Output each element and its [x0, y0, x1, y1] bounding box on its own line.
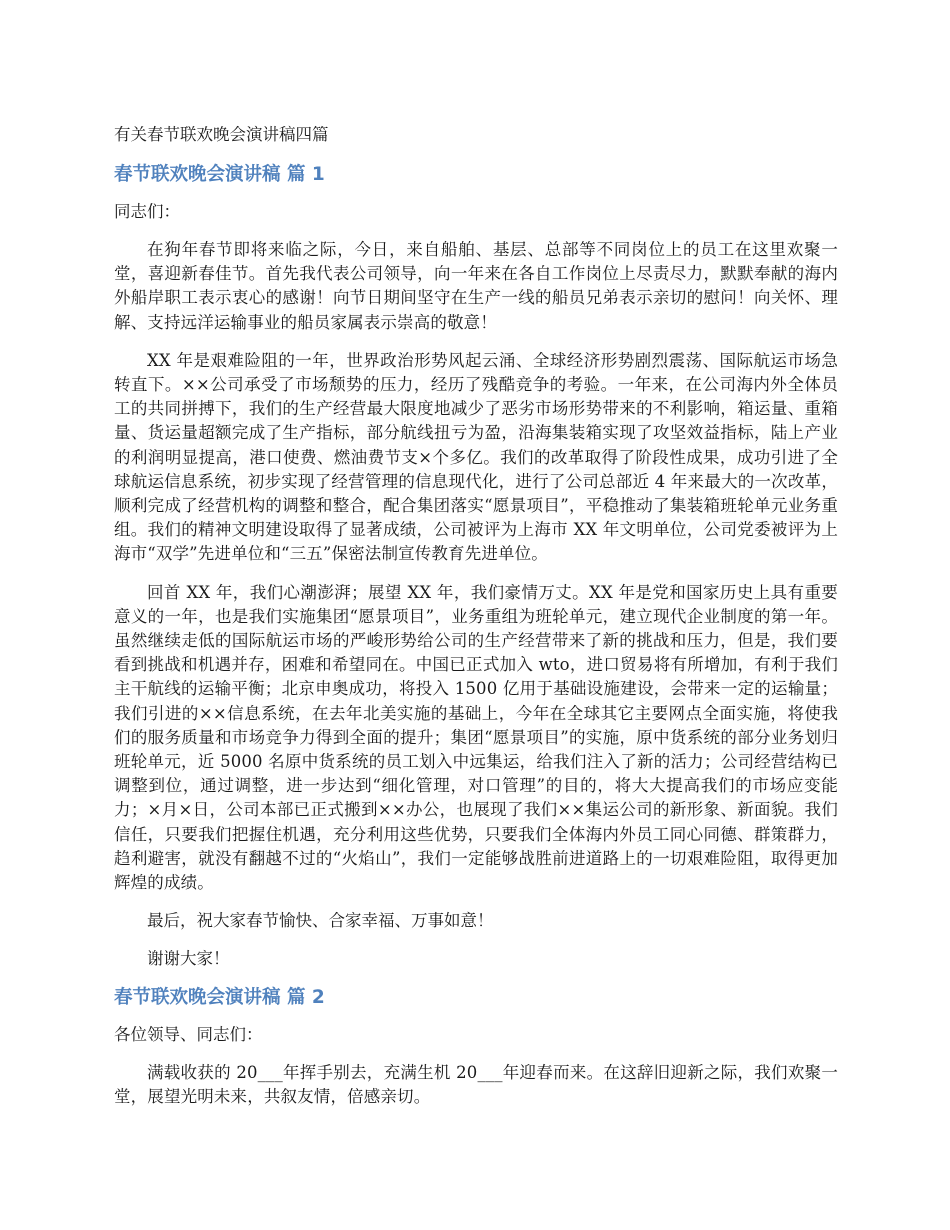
salutation: 各位领导、同志们： [114, 1025, 263, 1045]
body-paragraph: XX 年是艰难险阻的一年，世界政治形势风起云涌、全球经济形势剧烈震荡、国际航运市场急转直下。××公司承受了市场颓势的压力，经历了残酷竞争的考验。一年来，在公司海内外全体员工的共同拼搏下，我们的生产经营最大限度地减少了恶劣市场形势带来的不利影响，箱运量、重箱量、货运量超额完成了生产指标，部分航线扭亏为盈，沿海集装箱实现了攻坚效益指标，陆上产业的利润明显提高，港口使费、燃油费节支×个多亿。我们的改革取得了阶段性成果，成功引进了全球航运信息系统，初步实现了经营管理的信息现代化，进行了公司总部近 4 年来最大的一次改革，顺利完成了经营机构的调整和整合，配合集团落实“愿景项目”，平稳推动了集装箱班轮单元业务重组。我们的精神文明建设取得了显著成绩，公司被评为上海市 XX 年文明单位，公司党委被评为上海市“双学”先进单位和“三五”保密法制宣传教育先进单位。 [114, 350, 838, 564]
speech-section-1 [114, 162, 838, 971]
section-heading: 春节联欢晚会演讲稿 篇 1 [114, 164, 325, 185]
document-title: 有关春节联欢晚会演讲稿四篇 [114, 125, 329, 144]
closing-thanks: 谢谢大家！ [147, 949, 230, 969]
salutation: 同志们： [114, 202, 180, 221]
body-paragraph: 在狗年春节即将来临之际，今日，来自船舶、基层、总部等不同岗位上的员工在这里欢聚一堂，喜迎新春佳节。首先我代表公司领导，向一年来在各自工作岗位上尽责尽力，默默奉献的海内外船岸职工表示衷心的感谢！向节日期间坚守在生产一线的船员兄弟表示亲切的慰问！向关怀、理解、支持远洋运输事业的船员家属表示崇高的敬意！ [114, 240, 838, 332]
body-paragraph: 满载收获的 20___年挥手别去，充满生机 20___年迎春而来。在这辞旧迎新之际，我们欢聚一堂，展望光明未来，共叙友情，倍感亲切。 [114, 1063, 838, 1107]
speech-section-2 [114, 985, 838, 1109]
section-heading: 春节联欢晚会演讲稿 篇 2 [114, 987, 325, 1009]
closing-wish: 最后，祝大家春节愉快、合家幸福、万事如意！ [147, 911, 494, 931]
body-paragraph: 回首 XX 年，我们心潮澎湃；展望 XX 年，我们豪情万丈。XX 年是党和国家历史上具有重要意义的一年，也是我们实施集团“愿景项目”，业务重组为班轮单元，建立现代企业制度的第一年。虽然继续走低的国际航运市场的严峻形势给公司的生产经营带来了新的挑战和压力，但是，我们要看到挑战和机遇并存，困难和希望同在。中国已正式加入 wto，进口贸易将有所增加，有利于我们主干航线的运输平衡；北京申奥成功，将投入 1500 亿用于基础设施建设，会带来一定的运输量；我们引进的××信息系统，在去年北美实施的基础上，今年在全球其它主要网点全面实施，将使我们的服务质量和市场竞争力得到全面的提升；集团“愿景项目”的实施，原中货系统的部分业务划归班轮单元，近 5000 名原中货系统的员工划入中远集运，给我们注入了新的活力；公司经营结构已调整到位，通过调整，进一步达到“细化管理，对口管理”的目的，将大大提高我们的市场应变能力；×月×日，公司本部已正式搬到××办公，也展现了我们××集运公司的新形象、新面貌。我们信任，只要我们把握住机遇，充分利用这些优势，只要我们全体海内外员工同心同德、群策群力，趋利避害，就没有翻越不过的“火焰山”，我们一定能够战胜前进道路上的一切艰难险阻，取得更加辉煌的成绩。 [114, 582, 838, 893]
document-page [114, 122, 838, 1124]
